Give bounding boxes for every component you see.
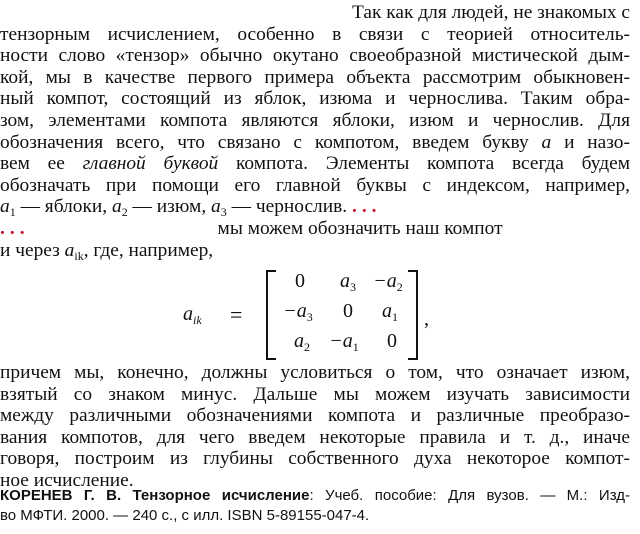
matrix-cell: 0 <box>387 330 397 352</box>
paragraph-2 <box>0 362 630 492</box>
matrix-formula <box>0 268 640 358</box>
equals-sign: = <box>230 302 243 327</box>
matrix-cell: 0 <box>295 270 305 292</box>
text-line: взятый со знаком минус. Дальше мы можем изучать зависимости <box>0 383 630 405</box>
text-line: тензорным исчислением, особенно в связи с теорией относитель- <box>0 23 630 45</box>
paragraph-1 <box>0 2 630 261</box>
text-line: вем ее главной буквой компота. Элементы компота всегда будем <box>0 153 630 175</box>
text-line: вания компотов, для чего введем некоторые правила и т. д., иначе <box>0 426 630 448</box>
text-line: говоря, построим из глубины собственного духа некоторое компот- <box>0 448 630 470</box>
text-line: ный компот, состоящий из яблок, изюма и чернослива. Таким обра- <box>0 88 630 110</box>
formula-comma: , <box>424 308 429 330</box>
matrix-cell: 0 <box>343 300 353 322</box>
left-bracket <box>266 270 276 360</box>
formula-lhs: $a_{ik}$ <box>183 303 202 327</box>
matrix-cell: $a_1$ <box>382 300 398 324</box>
text-line: между различными обозначениями компота и различные преобразо- <box>0 405 630 427</box>
reference-line: КОРЕНЕВ Г. В. Тензорное исчисление: Учеб. пособие: Для вузов. — М.: Изд- <box>0 487 630 504</box>
matrix-cell: $-a_3$ <box>283 300 313 324</box>
text-line: ности слово «тензор» обычно окутано своеобразной мистической дым- <box>0 45 630 67</box>
text-line: кой, мы в качестве первого примера объекта рассмотрим обыкновен- <box>0 66 630 88</box>
matrix-cell: $-a_2$ <box>373 270 403 294</box>
text-line: ное исчисление. <box>0 469 134 491</box>
text-line: $a_1$ — яблоки, $a_2$ — изюм, $a_3$ — чернослив. ... <box>0 196 382 220</box>
text-line: причем мы, конечно, должны условиться о том, что означает изюм, <box>0 362 630 383</box>
matrix-cell: $-a_1$ <box>329 330 359 354</box>
text-line: обозначения всего, что связано с компотом, введем букву a и назо- <box>0 131 630 153</box>
red-dots: ... <box>351 196 382 218</box>
text-line: и через $a_{ik}$, где, например, <box>0 239 214 263</box>
text-line: обозначать при помощи его главной буквы с индексом, например, <box>0 174 630 196</box>
matrix-cell: $a_2$ <box>294 330 310 354</box>
text-line: зом, элементами компота являются яблоки, изюм и чернослив. Для <box>0 109 630 131</box>
reference-line: во МФТИ. 2000. — 240 с., с илл. ISBN 5-89155-047-4. <box>0 507 370 524</box>
bibliographic-reference <box>0 486 630 526</box>
matrix-cell: $a_3$ <box>340 270 356 294</box>
text-line: Так как для людей, не знакомых с <box>352 2 630 23</box>
red-dots: ... <box>0 217 30 239</box>
text-line: ... мы можем обозначить наш компот <box>0 217 503 239</box>
